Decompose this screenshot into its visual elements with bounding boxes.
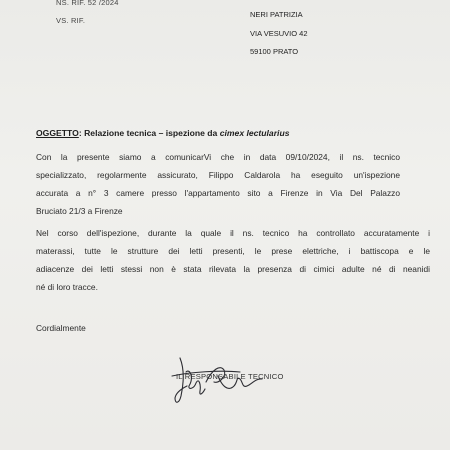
body-line: né di loro tracce. — [36, 282, 98, 292]
subject-label: OGGETTO — [36, 128, 79, 138]
body-line: specializzato, regolarmente assicurato, Filippo Caldarola ha eseguito un'ispezione — [36, 170, 400, 180]
recipient-street: VIA VESUVIO 42 — [250, 29, 308, 38]
body-line: materassi, tutte le strutture dei letti presenti, le prese elettriche, i battiscopa e le — [36, 246, 430, 256]
handwritten-signature — [170, 352, 280, 410]
paragraph-findings — [36, 224, 430, 296]
body-line: Nel corso dell'ispezione, durante la quale il ns. tecnico ha controllato accuratamente i — [36, 228, 430, 238]
closing-greeting: Cordialmente — [36, 323, 86, 333]
body-line: Con la presente siamo a comunicarVi che in data 09/10/2024, il ns. tecnico — [36, 152, 400, 162]
signature-role: IL RESPONSABILE TECNICO — [176, 372, 284, 381]
subject-colon: : — [78, 128, 82, 138]
our-reference: NS. RIF. 52 /2024 — [56, 0, 119, 7]
body-line: Bruciato 21/3 a Firenze — [36, 206, 123, 216]
recipient-city: 59100 PRATO — [250, 47, 299, 56]
paragraph-inspection — [36, 148, 400, 220]
subject-text: Relazione tecnica – ispezione da — [81, 128, 220, 138]
your-reference: VS. RIF. — [56, 16, 86, 25]
body-line: adiacenze dei letti stessi non è stata rilevata la presenza di cimici adulte né di neanidi — [36, 264, 430, 274]
body-line: accurata a n° 3 camere presso l'appartamento sito a Firenze in Via Del Palazzo — [36, 188, 400, 198]
subject-line — [36, 128, 289, 138]
recipient-name: NERI PATRIZIA — [250, 10, 303, 19]
subject-italic: cimex lectularius — [219, 128, 290, 138]
